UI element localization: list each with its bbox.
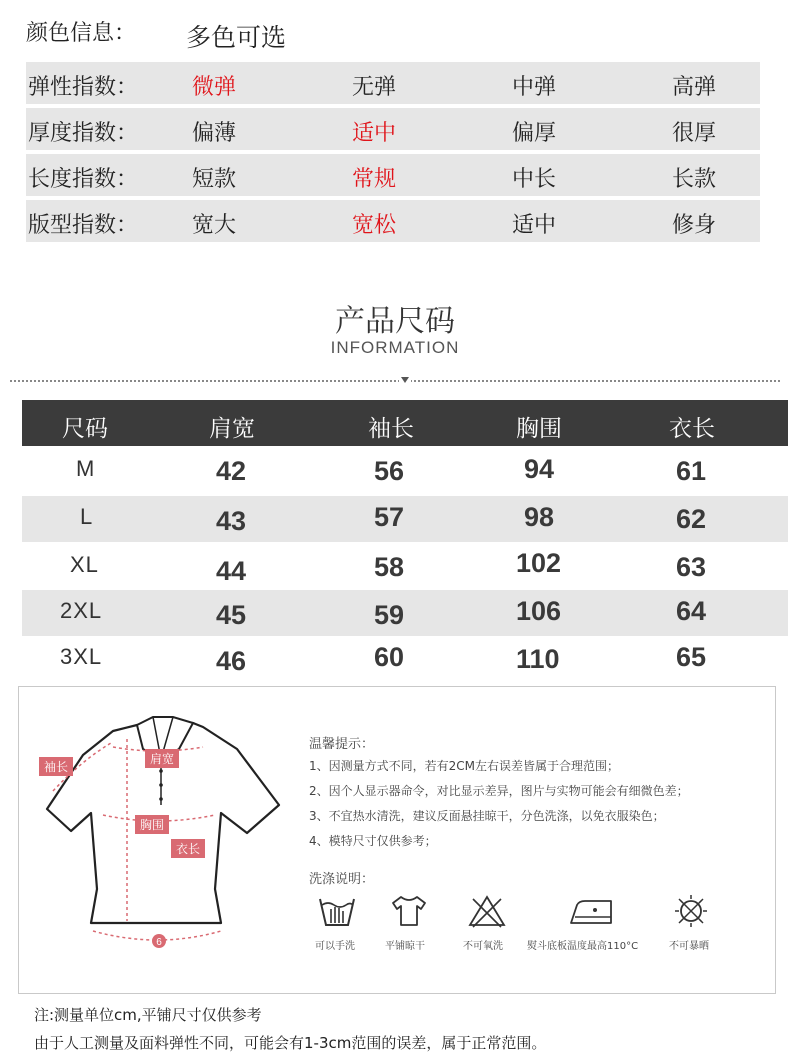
attr-option: 宽大	[192, 213, 237, 238]
table-row	[22, 636, 788, 682]
care-label: 熨斗底板温度最高110°C	[527, 941, 639, 952]
attr-option: 宽松	[352, 213, 397, 238]
cell-length: 65	[676, 642, 707, 672]
no-bleach-icon	[467, 893, 507, 929]
tip-item: 4、模特尺寸仅供参考；	[309, 834, 437, 848]
note-unit: 注:测量单位cm,平铺尺寸仅供参考	[34, 1006, 262, 1024]
care-label: 不可氧洗	[463, 941, 503, 952]
cell-sleeve: 56	[374, 456, 405, 486]
cell-size: XL	[70, 552, 99, 577]
color-info-row	[26, 10, 766, 50]
attr-option: 偏厚	[512, 121, 557, 146]
attr-row-elasticity	[26, 62, 760, 104]
attr-option: 很厚	[672, 121, 717, 146]
attr-option: 中长	[512, 167, 557, 192]
tip-item: 3、不宜热水清洗，建议反面悬挂晾干，分色洗涤，以免衣服染色；	[309, 809, 665, 823]
attr-label: 长度指数：	[28, 167, 139, 192]
cell-sleeve: 58	[374, 552, 405, 582]
no-sun-icon	[671, 893, 711, 929]
cell-chest: 110	[516, 644, 560, 674]
care-label: 不可暴晒	[669, 941, 709, 952]
table-row	[22, 496, 788, 542]
dotted-divider	[10, 380, 780, 382]
attr-option: 高弹	[672, 75, 717, 100]
color-info-value: 多色可选	[186, 23, 287, 52]
cell-sleeve: 57	[374, 502, 405, 532]
washing-heading: 洗涤说明：	[309, 872, 375, 887]
cell-length: 62	[676, 504, 707, 534]
hem-marker-text: 6	[156, 937, 162, 948]
tag-chest: 胸围	[135, 815, 169, 834]
cell-chest: 106	[516, 596, 562, 626]
cell-size: 2XL	[60, 598, 103, 623]
header-sleeve: 袖长	[368, 416, 414, 442]
care-panel	[18, 686, 776, 994]
cell-shoulder: 46	[216, 646, 247, 676]
header-chest: 胸围	[516, 416, 562, 442]
header-length: 衣长	[669, 416, 715, 442]
attr-label: 版型指数：	[28, 213, 139, 238]
cell-size: M	[76, 456, 96, 481]
cell-sleeve: 60	[374, 642, 405, 672]
header-shoulder: 肩宽	[209, 416, 255, 442]
attr-option: 适中	[352, 121, 397, 146]
cell-length: 61	[676, 456, 707, 486]
divider-marker-icon	[399, 377, 411, 385]
header-size: 尺码	[62, 416, 108, 442]
care-label: 平铺晾干	[385, 941, 425, 952]
cell-shoulder: 43	[216, 506, 247, 536]
attr-option: 无弹	[352, 75, 397, 100]
cell-chest: 94	[524, 454, 555, 484]
iron-icon	[567, 893, 617, 929]
section-subtitle: INFORMATION	[330, 338, 460, 357]
tip-item: 2、因个人显示器命令，对比显示差异，图片与实物可能会有细微色差；	[309, 784, 689, 798]
cell-chest: 102	[516, 548, 562, 578]
tips-heading: 温馨提示：	[309, 737, 375, 752]
cell-length: 63	[676, 552, 707, 582]
attr-option: 适中	[512, 213, 557, 238]
attr-label: 弹性指数：	[28, 75, 139, 100]
cell-sleeve: 59	[374, 600, 405, 630]
shirt-diagram-icon	[33, 709, 295, 959]
cell-shoulder: 42	[216, 456, 247, 486]
attr-row-fit	[26, 200, 760, 242]
attr-option: 长款	[672, 167, 717, 192]
table-row	[22, 448, 788, 494]
cell-length: 64	[676, 596, 707, 626]
note-tolerance: 由于人工测量及面料弹性不同，可能会有1-3cm范围的误差，属于正常范围。	[34, 1034, 547, 1052]
cell-size: 3XL	[60, 644, 103, 669]
size-table-header	[22, 400, 788, 446]
tag-length: 衣长	[171, 839, 205, 858]
cell-size: L	[80, 504, 94, 529]
hand-wash-icon	[317, 893, 357, 929]
tag-shoulder: 肩宽	[145, 749, 179, 768]
section-title: 产品尺码	[335, 304, 455, 339]
attr-option: 微弹	[192, 75, 237, 100]
attr-row-thickness	[26, 108, 760, 150]
care-label: 可以手洗	[315, 941, 355, 952]
attr-option: 常规	[352, 167, 397, 192]
attr-option: 修身	[672, 213, 717, 238]
cell-shoulder: 44	[216, 556, 247, 586]
tip-item: 1、因测量方式不同，若有2CM左右误差皆属于合理范围；	[309, 759, 620, 773]
cell-shoulder: 45	[216, 600, 247, 630]
flat-dry-icon	[389, 893, 429, 929]
attr-label: 厚度指数：	[28, 121, 139, 146]
attr-option: 偏薄	[192, 121, 237, 146]
color-info-label: 颜色信息：	[26, 21, 137, 46]
attr-option: 中弹	[512, 75, 557, 100]
table-row	[22, 590, 788, 636]
tag-sleeve: 袖长	[39, 757, 73, 776]
cell-chest: 98	[524, 502, 555, 532]
table-row	[22, 544, 788, 590]
attr-row-length	[26, 154, 760, 196]
attr-option: 短款	[192, 167, 237, 192]
